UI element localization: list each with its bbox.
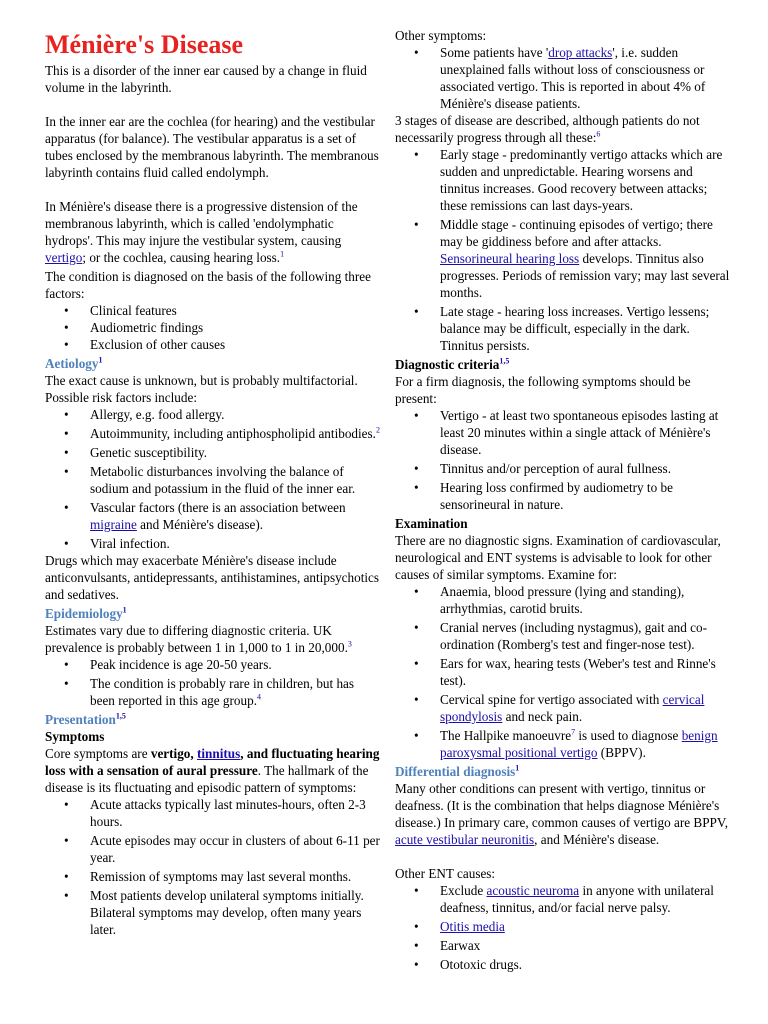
symptoms-heading: Symptoms — [45, 729, 105, 744]
diagnosed-paragraph: The condition is diagnosed on the basis of the following three factors: — [45, 269, 371, 301]
list-item: • Late stage - hearing loss increases. Vertigo lessens; balance may be difficult, especially in the dark. Tinnitus persists. — [395, 303, 735, 354]
ref-sup[interactable]: 1,5 — [115, 711, 126, 721]
examination-heading: Examination — [395, 516, 468, 531]
ref-sup[interactable]: 1 — [122, 605, 127, 615]
core-symptoms-paragraph: Core symptoms are vertigo, tinnitus, and fluctuating hearing loss with a sensation of aural pressure. The hallmark of the disease is its fluctuating and episodic pattern of symptoms: — [45, 746, 380, 795]
ref-sup[interactable]: 1 — [515, 763, 520, 773]
cervical-spondylosis-link[interactable]: cervical spondylosis — [440, 692, 705, 724]
page-title: Ménière's Disease — [45, 30, 244, 59]
epidemiology-list — [45, 656, 380, 709]
examination-list — [395, 583, 735, 761]
other-ent-label: Other ENT causes: — [395, 866, 496, 881]
vestibular-neuronitis-link[interactable]: acute vestibular neuronitis — [395, 832, 535, 847]
inner-ear-paragraph: In the inner ear are the cochlea (for hearing) and the vestibular apparatus (for balance). The vestibular apparatus is a set of tubes enclosed by the membranous labyrinth. The membranous labyrinth contains fluid called endolymph. — [45, 114, 379, 180]
list-item: • Some patients have 'drop attacks', i.e. sudden unexplained falls without loss of consciousness or associated vertigo. This is reported in about 4% of Ménière's disease patients. — [395, 44, 735, 112]
list-item: • Acute episodes may occur in clusters of about 6-11 per year. — [45, 832, 380, 866]
list-item: • Ears for wax, hearing tests (Weber's test and Rinne's test). — [395, 655, 735, 689]
vertigo-link[interactable]: vertigo — [45, 250, 83, 265]
list-item: • Remission of symptoms may last several months. — [45, 868, 380, 885]
distension-paragraph: In Ménière's disease there is a progressive distension of the membranous labyrinth, which is called 'endolymphatic hydrops'. This may injure the vestibular system, causing vertigo; or the cochlea, causing hearing loss.$^1$ — [45, 199, 358, 265]
diagnostic-heading: Diagnostic criteria$^{1,5}$ — [395, 356, 510, 372]
list-item: • Most patients develop unilateral symptoms initially. Bilateral symptoms may develop, often many years later. — [45, 887, 380, 938]
list-item: • Metabolic disturbances involving the balance of sodium and potassium in the fluid of the inner ear. — [45, 463, 380, 497]
list-item: • Clinical features — [45, 302, 380, 319]
list-item: • Audiometric findings — [45, 319, 380, 336]
epidemiology-paragraph: Estimates vary due to differing diagnostic criteria. UK prevalence is probably between 1 in 1,000 to 1 in 20,000.$^3$ — [45, 623, 352, 655]
list-item: • Allergy, e.g. food allergy. — [45, 406, 380, 423]
differential-paragraph: Many other conditions can present with vertigo, tinnitus or deafness. (It is the combination that helps diagnose Ménière's disease.) In primary care, common causes of vertigo are BPPV, acute vestibular neuronitis, and Ménière's disease. — [395, 781, 729, 847]
factors-list — [45, 302, 380, 353]
list-item: • Early stage - predominantly vertigo attacks which are sudden and unpredictable. Hearing worsens and tinnitus increases. Good recovery between attacks; these remissions can last days-years. — [395, 146, 735, 214]
ref-sup[interactable]: 1 — [98, 355, 103, 365]
epidemiology-heading: Epidemiology$^1$ — [45, 605, 127, 621]
other-symptoms-label: Other symptoms: — [395, 28, 487, 43]
ref-sup[interactable]: 1 — [280, 249, 285, 259]
list-item: • The Hallpike manoeuvre$^7$ is used to diagnose benign paroxysmal positional vertigo (BPPV). — [395, 727, 735, 761]
drugs-paragraph: Drugs which may exacerbate Ménière's disease include anticonvulsants, antidepressants, antihistamines, antipsychotics and sedatives. — [45, 553, 380, 602]
ref-sup[interactable]: 3 — [347, 639, 352, 649]
list-item: • Genetic susceptibility. — [45, 444, 380, 461]
list-item: • Anaemia, blood pressure (lying and standing), arrhythmias, carotid bruits. — [395, 583, 735, 617]
diagnostic-list — [395, 407, 735, 513]
aetiology-heading: Aetiology$^1$ — [45, 355, 103, 371]
stages-list — [395, 146, 735, 354]
list-item: • Middle stage - continuing episodes of vertigo; there may be giddiness before and after attacks. Sensorineural hearing loss develops. Tinnitus also progresses. Periods of remission vary; may last several months. — [395, 216, 735, 301]
ref-sup[interactable]: 2 — [375, 425, 380, 435]
otitis-media-link[interactable]: Otitis media — [440, 919, 505, 934]
acoustic-neuroma-link[interactable]: acoustic neuroma — [486, 883, 580, 898]
list-item: • Viral infection. — [45, 535, 380, 552]
list-item: • Ototoxic drugs. — [395, 956, 735, 973]
ref-sup[interactable]: 6 — [596, 129, 601, 139]
aetiology-intro: The exact cause is unknown, but is probably multifactorial. Possible risk factors include: — [45, 373, 358, 405]
list-item: • Tinnitus and/or perception of aural fullness. — [395, 460, 735, 477]
bppv-link[interactable]: benign paroxysmal positional vertigo — [440, 728, 718, 760]
list-item: • Peak incidence is age 20-50 years. — [45, 656, 380, 673]
intro-paragraph: This is a disorder of the inner ear caused by a change in fluid volume in the labyrinth. — [45, 63, 367, 95]
differential-heading: Differential diagnosis$^1$ — [395, 763, 520, 779]
ent-causes-list — [395, 882, 735, 973]
list-item: • Exclusion of other causes — [45, 336, 380, 353]
ref-sup[interactable]: 1,5 — [499, 356, 510, 366]
list-item: • Cranial nerves (including nystagmus), gait and co-ordination (Romberg's test and finger-nose test). — [395, 619, 735, 653]
examination-intro: There are no diagnostic signs. Examination of cardiovascular, neurological and ENT systems is advisable to look for other causes of similar symptoms. Examine for: — [395, 533, 721, 582]
ref-sup[interactable]: 4 — [257, 692, 261, 702]
list-item: • The condition is probably rare in children, but has been reported in this age group.$^4$ — [45, 675, 380, 709]
list-item: • Vertigo - at least two spontaneous episodes lasting at least 20 minutes within a single attack of Ménière's disease. — [395, 407, 735, 458]
symptom-pattern-list — [45, 796, 380, 938]
list-item: • Earwax — [395, 937, 735, 954]
left-column — [45, 0, 380, 938]
list-item: • Vascular factors (there is an association between migraine and Ménière's disease). — [45, 499, 380, 533]
migraine-link[interactable]: migraine — [90, 517, 137, 532]
presentation-heading: Presentation$^{1,5}$ — [45, 711, 126, 727]
sensorineural-link[interactable]: Sensorineural hearing loss — [440, 251, 580, 266]
risk-factors-list — [45, 406, 380, 552]
tinnitus-link[interactable]: tinnitus — [197, 746, 241, 761]
list-item: • Exclude acoustic neuroma in anyone with unilateral deafness, tinnitus, and/or facial nerve palsy. — [395, 882, 735, 916]
list-item — [395, 918, 735, 935]
stages-intro: 3 stages of disease are described, although patients do not necessarily progress through all these:$^6$ — [395, 113, 700, 145]
other-symptoms-list — [395, 44, 735, 112]
right-column — [395, 0, 735, 973]
list-item: • Acute attacks typically last minutes-hours, often 2-3 hours. — [45, 796, 380, 830]
list-item: • Cervical spine for vertigo associated with cervical spondylosis and neck pain. — [395, 691, 735, 725]
list-item: • Autoimmunity, including antiphospholipid antibodies.$^2$ — [45, 425, 380, 442]
list-item: • Hearing loss confirmed by audiometry to be sensorineural in nature. — [395, 479, 735, 513]
ref-sup[interactable]: 7 — [571, 727, 576, 737]
diagnostic-intro: For a firm diagnosis, the following symptoms should be present: — [395, 374, 691, 406]
drop-attacks-link[interactable]: drop attacks — [548, 45, 613, 60]
